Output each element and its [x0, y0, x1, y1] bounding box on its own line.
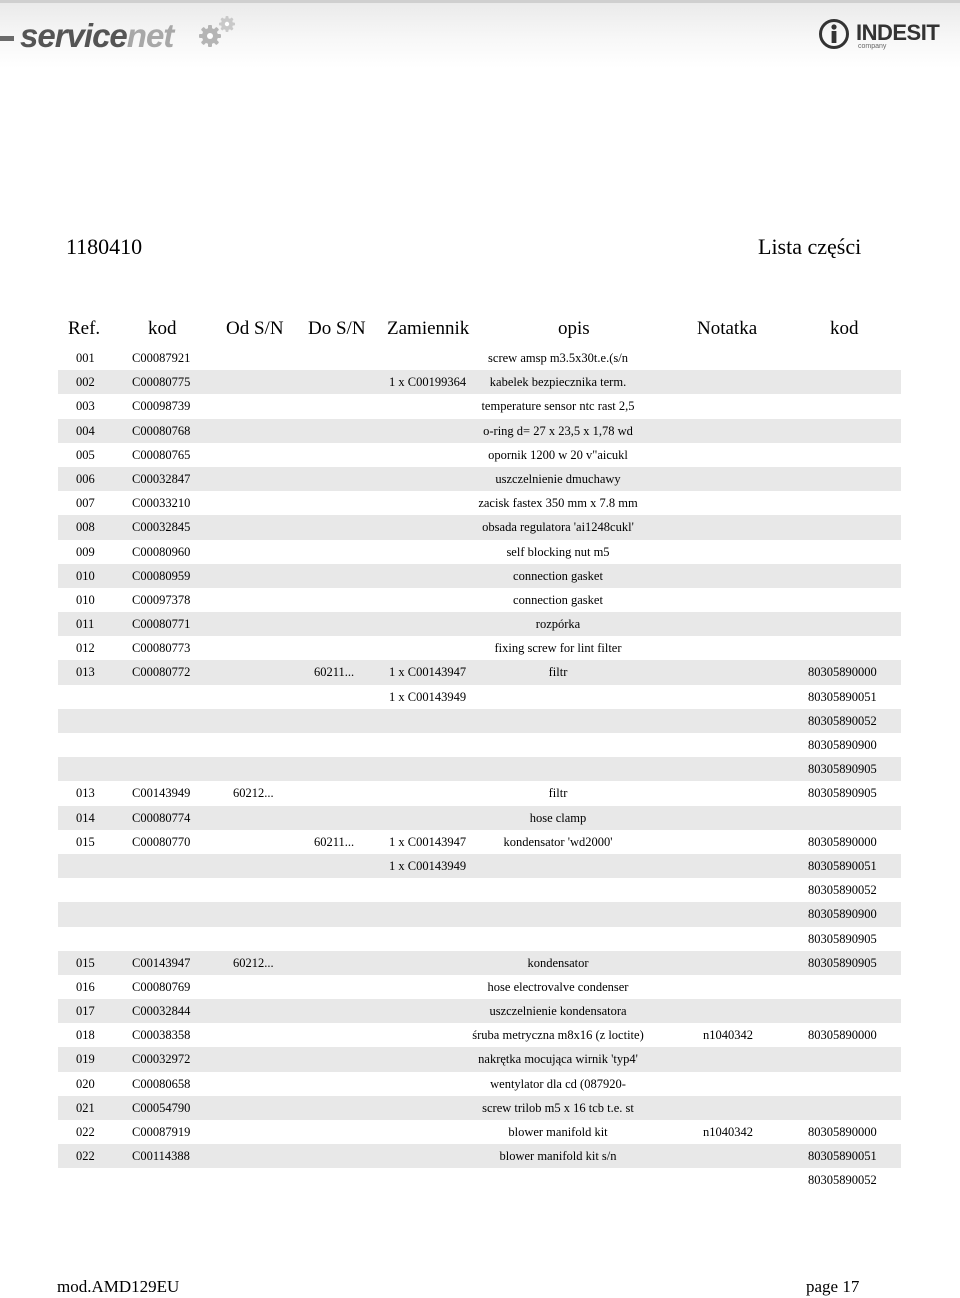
cell-ref: 020 [76, 1076, 95, 1091]
cell-zamiennik: 1 x C00143947 [389, 665, 467, 680]
table-row [58, 660, 901, 684]
cell-kod: C00032844 [132, 1004, 191, 1019]
cell-ref: 004 [76, 423, 95, 438]
cell-ref: 006 [76, 471, 95, 486]
cell-opis: self blocking nut m5 [506, 544, 610, 559]
cell-ref: 008 [76, 520, 95, 535]
indesit-logo [818, 18, 948, 58]
cell-kod2: 80305890000 [808, 1125, 877, 1139]
table-row [58, 733, 901, 757]
cell-kod: C00080773 [132, 641, 191, 656]
cell-opis: obsada regulatora 'ai1248cukl' [482, 520, 634, 535]
cell-do-sn: 60211... [314, 665, 355, 680]
table-row [58, 806, 901, 830]
table-row [58, 975, 901, 999]
cell-ref: 021 [76, 1100, 95, 1115]
cell-ref: 009 [76, 544, 95, 559]
cell-opis: blower manifold kit s/n [499, 1149, 617, 1164]
cell-ref: 003 [76, 399, 95, 414]
cell-kod: C00098739 [132, 399, 191, 414]
cell-opis: connection gasket [513, 592, 603, 607]
table-row [58, 1120, 901, 1144]
cell-ref: 001 [76, 351, 95, 365]
cell-ref: 017 [76, 1004, 95, 1019]
cell-ref: 019 [76, 1052, 95, 1067]
cell-zamiennik: 1 x C00143947 [389, 834, 467, 849]
cell-opis: kondensator 'wd2000' [503, 834, 613, 849]
table-row [58, 612, 901, 636]
cell-zamiennik: 1 x C00199364 [389, 375, 467, 390]
table-row [58, 709, 901, 733]
header-kod2: kod [830, 318, 859, 339]
cell-kod2: 80305890900 [808, 907, 877, 922]
servicenet-logo [0, 14, 250, 58]
servicenet-logo-text [20, 17, 173, 55]
cell-opis: filtr [548, 665, 568, 680]
cell-od-sn: 60212... [233, 955, 274, 970]
cell-ref: 011 [76, 617, 95, 632]
cell-zamiennik: 1 x C00143949 [389, 858, 467, 873]
cell-opis: screw trilob m5 x 16 tcb t.e. st [482, 1100, 634, 1115]
cell-ref: 015 [76, 955, 95, 970]
header-kod: kod [148, 318, 177, 339]
cell-opis: screw amsp m3.5x30t.e.(s/n [488, 351, 628, 365]
header-notatka: Notatka [697, 318, 758, 339]
cell-kod2: 80305890052 [808, 1173, 877, 1188]
cell-opis: filtr [548, 786, 568, 801]
servicenet-logo-bar [0, 36, 14, 41]
table-row [58, 757, 901, 781]
cell-kod: C00080771 [132, 617, 191, 632]
cell-ref: 016 [76, 979, 95, 994]
cell-ref: 010 [76, 592, 95, 607]
cell-kod: C00080770 [132, 834, 191, 849]
table-row [58, 1023, 901, 1047]
cell-kod2: 80305890905 [808, 931, 877, 946]
cell-opis: connection gasket [513, 568, 603, 583]
cell-opis: kabelek bezpiecznika term. [489, 375, 627, 390]
cell-opis: uszczelnienie kondensatora [489, 1004, 627, 1019]
indesit-brand: INDESIT [856, 20, 940, 45]
table-row [58, 515, 901, 539]
table-row [58, 781, 901, 805]
cell-kod: C00087921 [132, 351, 191, 365]
header-ref: Ref. [68, 318, 101, 339]
cell-opis: nakrętka mocująca wirnik 'typ4' [478, 1052, 638, 1067]
table-row [58, 927, 901, 951]
table-row [58, 491, 901, 515]
cell-opis: blower manifold kit [508, 1125, 608, 1139]
cell-kod: C00038358 [132, 1028, 191, 1043]
cell-od-sn: 60212... [233, 786, 274, 801]
cell-ref: 002 [76, 375, 95, 390]
table-row [58, 685, 901, 709]
document-title: Lista części [758, 234, 862, 259]
cell-opis: o-ring d= 27 x 23,5 x 1,78 wd [483, 423, 633, 438]
cell-opis: śruba metryczna m8x16 (z loctite) [472, 1028, 644, 1043]
header-zamiennik: Zamiennik [387, 318, 470, 339]
cell-kod2: 80305890051 [808, 858, 877, 873]
cell-kod: C00080960 [132, 544, 191, 559]
cell-ref: 010 [76, 568, 95, 583]
cell-kod: C00080774 [132, 810, 191, 825]
cell-kod: C00080765 [132, 447, 191, 462]
table-row [58, 830, 901, 854]
table-row [58, 1144, 901, 1168]
table-row [58, 1047, 901, 1071]
cell-kod: C00097378 [132, 592, 191, 607]
cell-ref: 013 [76, 665, 95, 680]
table-row [58, 1096, 901, 1120]
indesit-i-icon [818, 18, 850, 50]
cell-kod: C00087919 [132, 1125, 191, 1139]
header-top-line [0, 0, 960, 3]
servicenet-logo-part1: service [20, 17, 127, 54]
cell-ref: 012 [76, 641, 95, 656]
cell-zamiennik: 1 x C00143949 [389, 689, 467, 704]
cell-kod: C00143949 [132, 786, 191, 801]
header-do-sn: Do S/N [308, 318, 366, 339]
cell-ref: 018 [76, 1028, 95, 1043]
header-od-sn: Od S/N [226, 318, 284, 339]
cell-opis: uszczelnienie dmuchawy [495, 471, 621, 486]
cell-kod2: 80305890905 [808, 955, 877, 970]
cell-opis: kondensator [527, 955, 589, 970]
cell-ref: 007 [76, 496, 95, 511]
table-row [58, 443, 901, 467]
cell-opis: fixing screw for lint filter [494, 641, 622, 656]
cell-opis: temperature sensor ntc rast 2,5 [481, 399, 635, 414]
cell-kod2: 80305890000 [808, 1028, 877, 1043]
cell-ref: 013 [76, 786, 95, 801]
table-row [58, 636, 901, 660]
table-row [58, 467, 901, 491]
table-row [58, 564, 901, 588]
cell-kod2: 80305890905 [808, 786, 877, 801]
table-row [58, 1168, 901, 1192]
cell-kod: C00033210 [132, 496, 191, 511]
table-row [58, 394, 901, 418]
cell-kod: C00032845 [132, 520, 191, 535]
table-row [58, 854, 901, 878]
table-row [58, 999, 901, 1023]
cell-opis: opornik 1200 w 20 v"aicukl [488, 447, 628, 462]
cell-kod2: 80305890000 [808, 665, 877, 680]
document-number: 1180410 [66, 234, 143, 259]
table-row [58, 346, 901, 370]
cell-kod: C00080768 [132, 423, 191, 438]
cell-kod: C00080959 [132, 568, 191, 583]
table-row [58, 588, 901, 612]
cell-ref: 014 [76, 810, 95, 825]
header-opis: opis [558, 318, 590, 339]
table-row [58, 370, 901, 394]
cell-kod2: 80305890000 [808, 834, 877, 849]
cell-kod2: 80305890905 [808, 762, 877, 777]
cell-do-sn: 60211... [314, 834, 355, 849]
parts-table [58, 346, 901, 1193]
cell-opis: wentylator dla cd (087920- [490, 1076, 626, 1091]
servicenet-logo-part2: net [126, 17, 174, 54]
cell-opis: rozpórka [535, 617, 581, 632]
cell-kod: C00080658 [132, 1076, 191, 1091]
cell-ref: 022 [76, 1125, 95, 1139]
table-row [58, 1072, 901, 1096]
indesit-sub: company [858, 43, 887, 50]
cell-notatka: n1040342 [703, 1028, 753, 1043]
cell-kod2: 80305890051 [808, 689, 877, 704]
cell-notatka: n1040342 [703, 1125, 753, 1139]
table-header [58, 318, 901, 344]
table-row [58, 540, 901, 564]
cell-kod: C00032847 [132, 471, 191, 486]
cell-ref: 022 [76, 1149, 95, 1164]
cell-kod: C00114388 [132, 1149, 190, 1164]
table-row [58, 951, 901, 975]
cell-kod2: 80305890052 [808, 883, 877, 898]
cell-kod2: 80305890052 [808, 713, 877, 728]
cell-kod2: 80305890900 [808, 738, 877, 752]
table-row [58, 902, 901, 926]
cell-kod: C00032972 [132, 1052, 191, 1067]
cell-opis: hose clamp [529, 810, 587, 825]
cell-ref: 005 [76, 447, 95, 462]
cell-opis: hose electrovalve condenser [487, 979, 629, 994]
cell-kod: C00080775 [132, 375, 191, 390]
footer-model: mod.AMD129EU [57, 1277, 180, 1296]
cell-kod: C00080772 [132, 665, 191, 680]
table-row [58, 419, 901, 443]
table-row [58, 878, 901, 902]
cell-ref: 015 [76, 834, 95, 849]
cell-kod: C00143947 [132, 955, 191, 970]
cell-kod: C00054790 [132, 1100, 191, 1115]
gear-icon [195, 14, 239, 50]
cell-kod: C00080769 [132, 979, 191, 994]
footer-page: page 17 [806, 1277, 860, 1296]
cell-opis: zacisk fastex 350 mm x 7.8 mm [478, 496, 638, 511]
cell-kod2: 80305890051 [808, 1149, 877, 1164]
